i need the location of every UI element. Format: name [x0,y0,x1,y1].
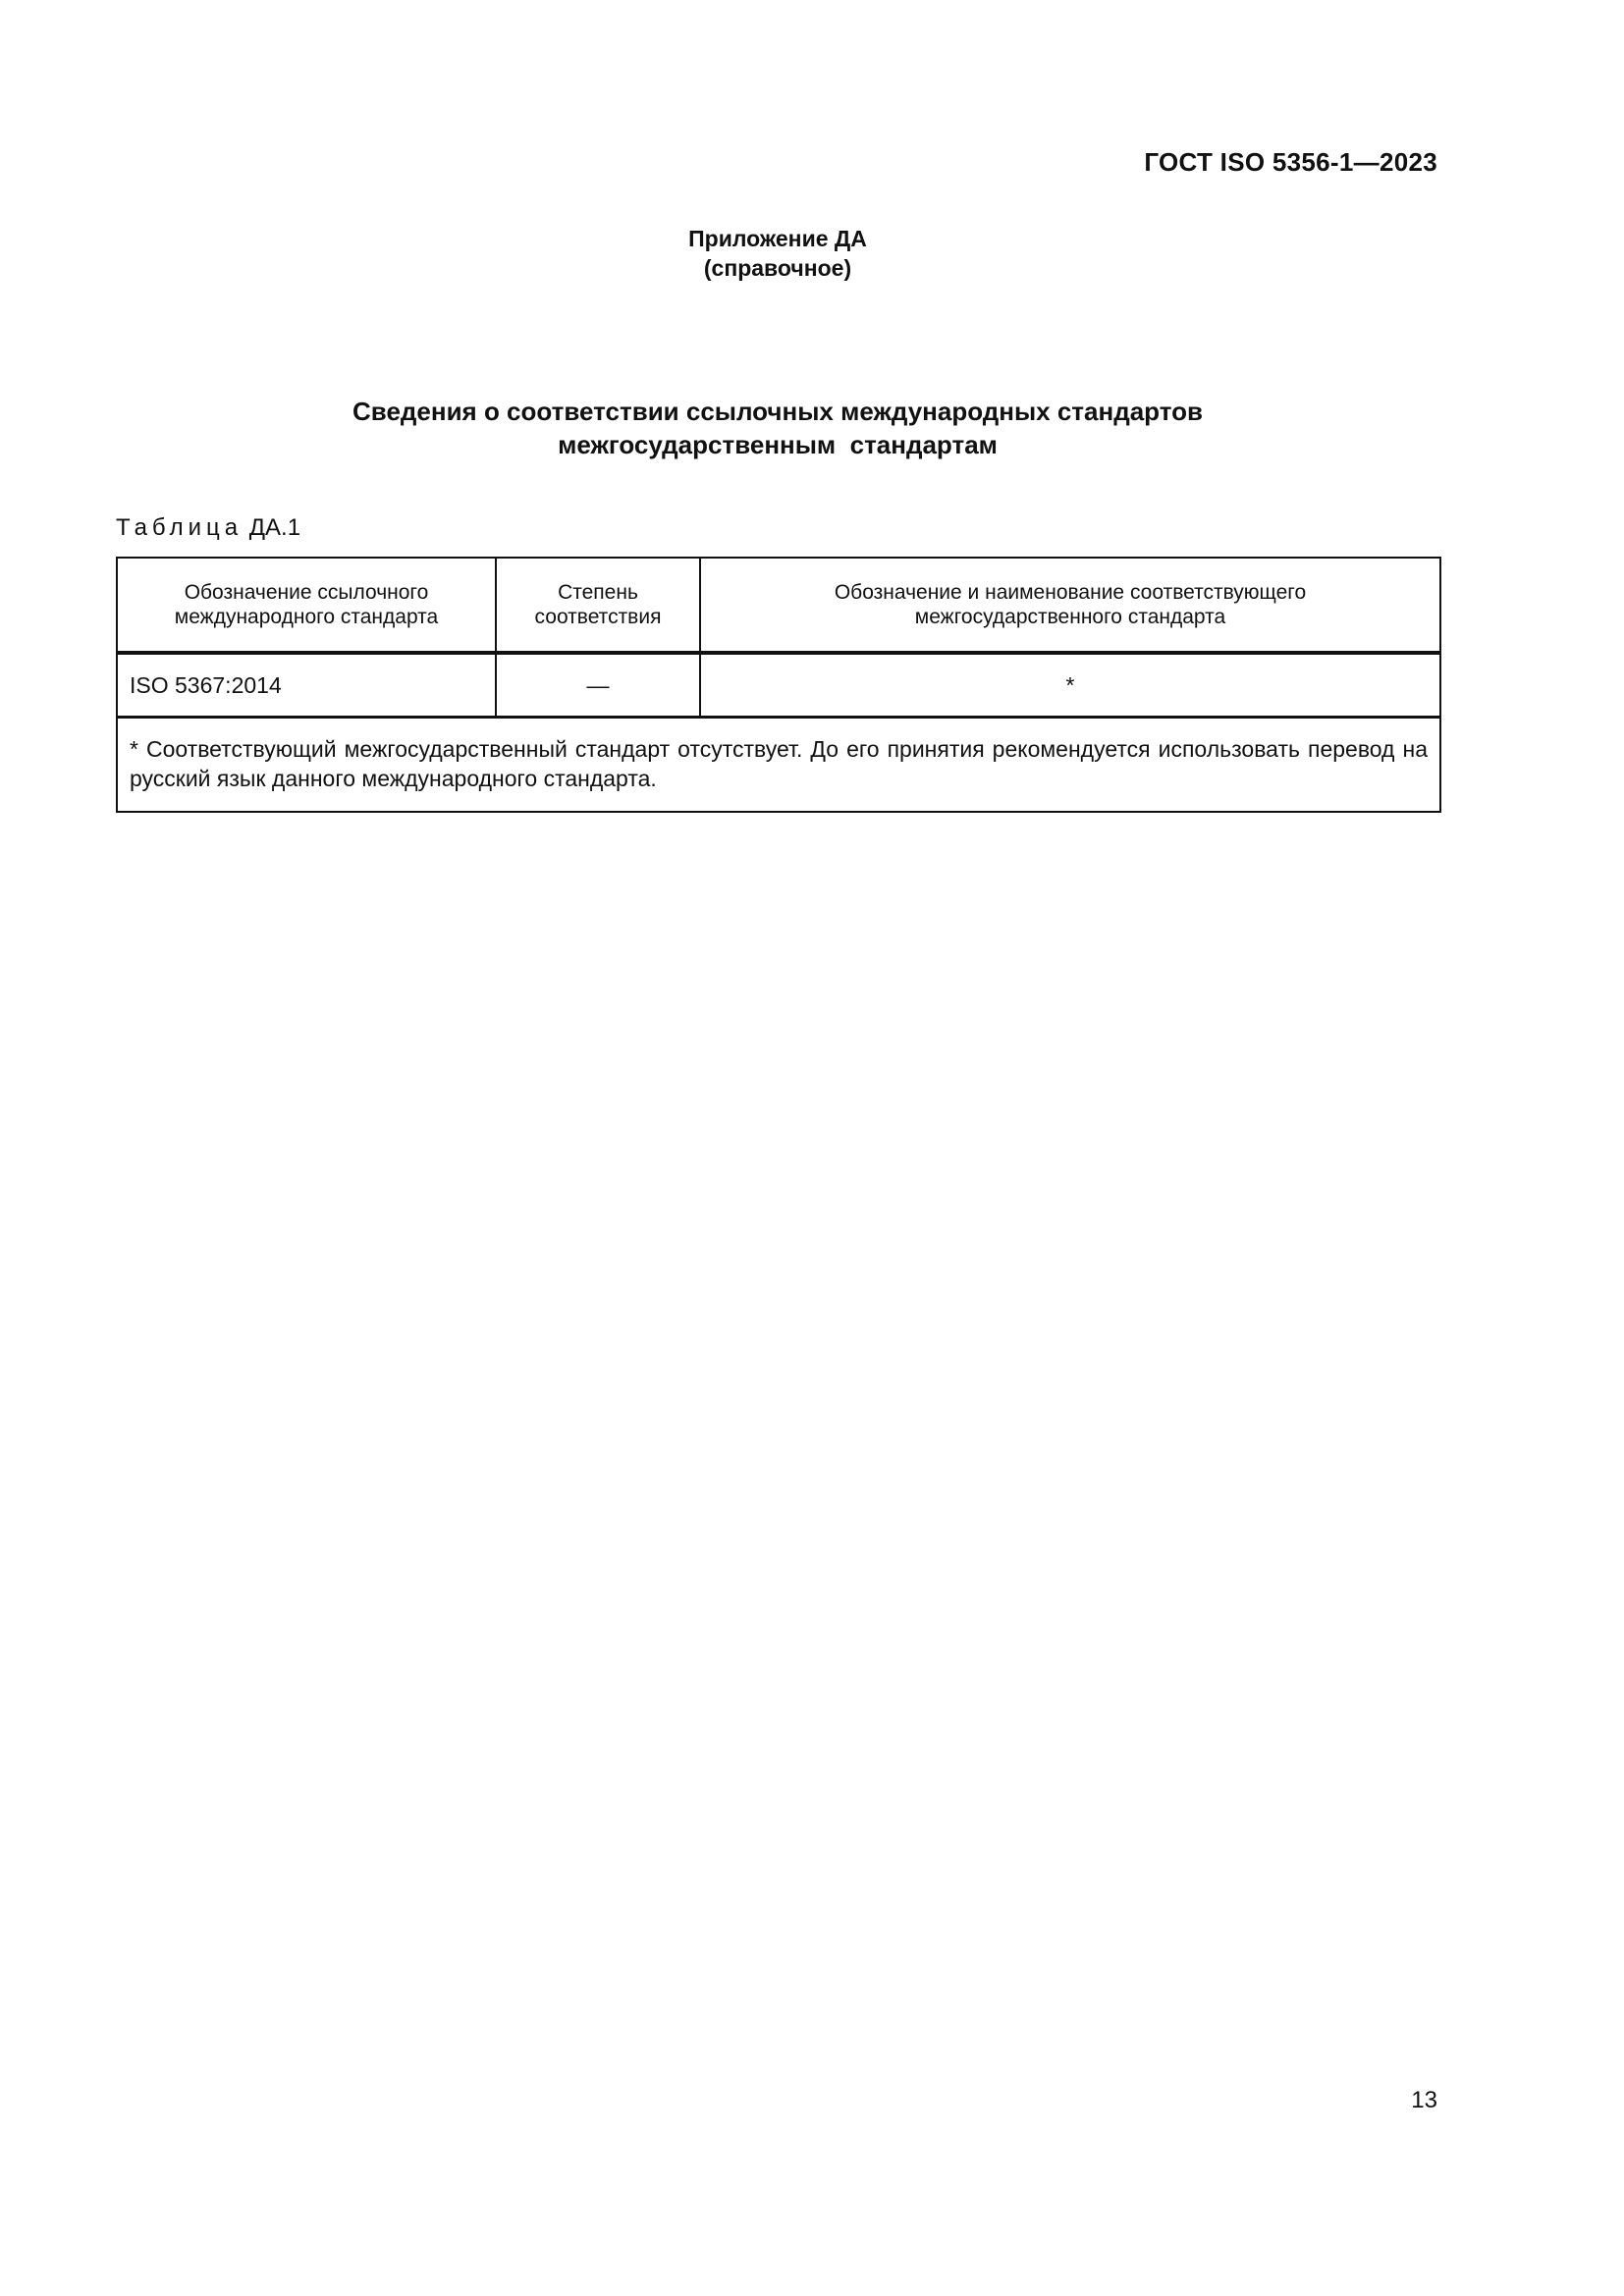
table-caption-word: Таблица [116,514,244,541]
document-code: ГОСТ ISO 5356-1—2023 [1144,147,1437,177]
correspondence-table [116,557,1441,813]
annex-heading [0,224,1555,283]
header-interstate-standard-line-1: Обозначение и наименование соответствующего [834,581,1307,604]
header-interstate-standard-line-2: межгосударственного стандарта [914,606,1226,628]
section-title-line-2: межгосударственным стандартам [558,430,998,459]
header-ref-standard-line-2: международного стандарта [174,606,439,628]
header-degree-line-2: соответствия [534,606,662,628]
table-caption-id: ДА.1 [248,514,301,541]
header-ref-standard-line-1: Обозначение ссылочного [184,581,429,604]
section-title [0,395,1555,461]
page-number: 13 [1411,2087,1437,2113]
cell-ref-standard: ISO 5367:2014 [117,653,496,718]
header-interstate-standard [700,558,1440,653]
table-header-row [117,558,1440,653]
table-footnote: * Соответствующий межгосударственный стандарт отсутствует. До его принятия рекомендуется использовать перевод на русский язык данного международного стандарта. [117,718,1440,813]
header-ref-standard [117,558,496,653]
table-caption [116,514,300,542]
cell-interstate-standard: * [700,653,1440,718]
cell-degree: — [496,653,700,718]
annex-title: Приложение ДА [688,226,867,251]
header-degree-line-1: Степень [558,581,638,604]
section-title-line-1: Сведения о соответствии ссылочных международных стандартов [352,397,1203,426]
annex-type: (справочное) [703,255,852,281]
table-row [117,653,1440,718]
table-footnote-row [117,718,1440,813]
header-degree [496,558,700,653]
